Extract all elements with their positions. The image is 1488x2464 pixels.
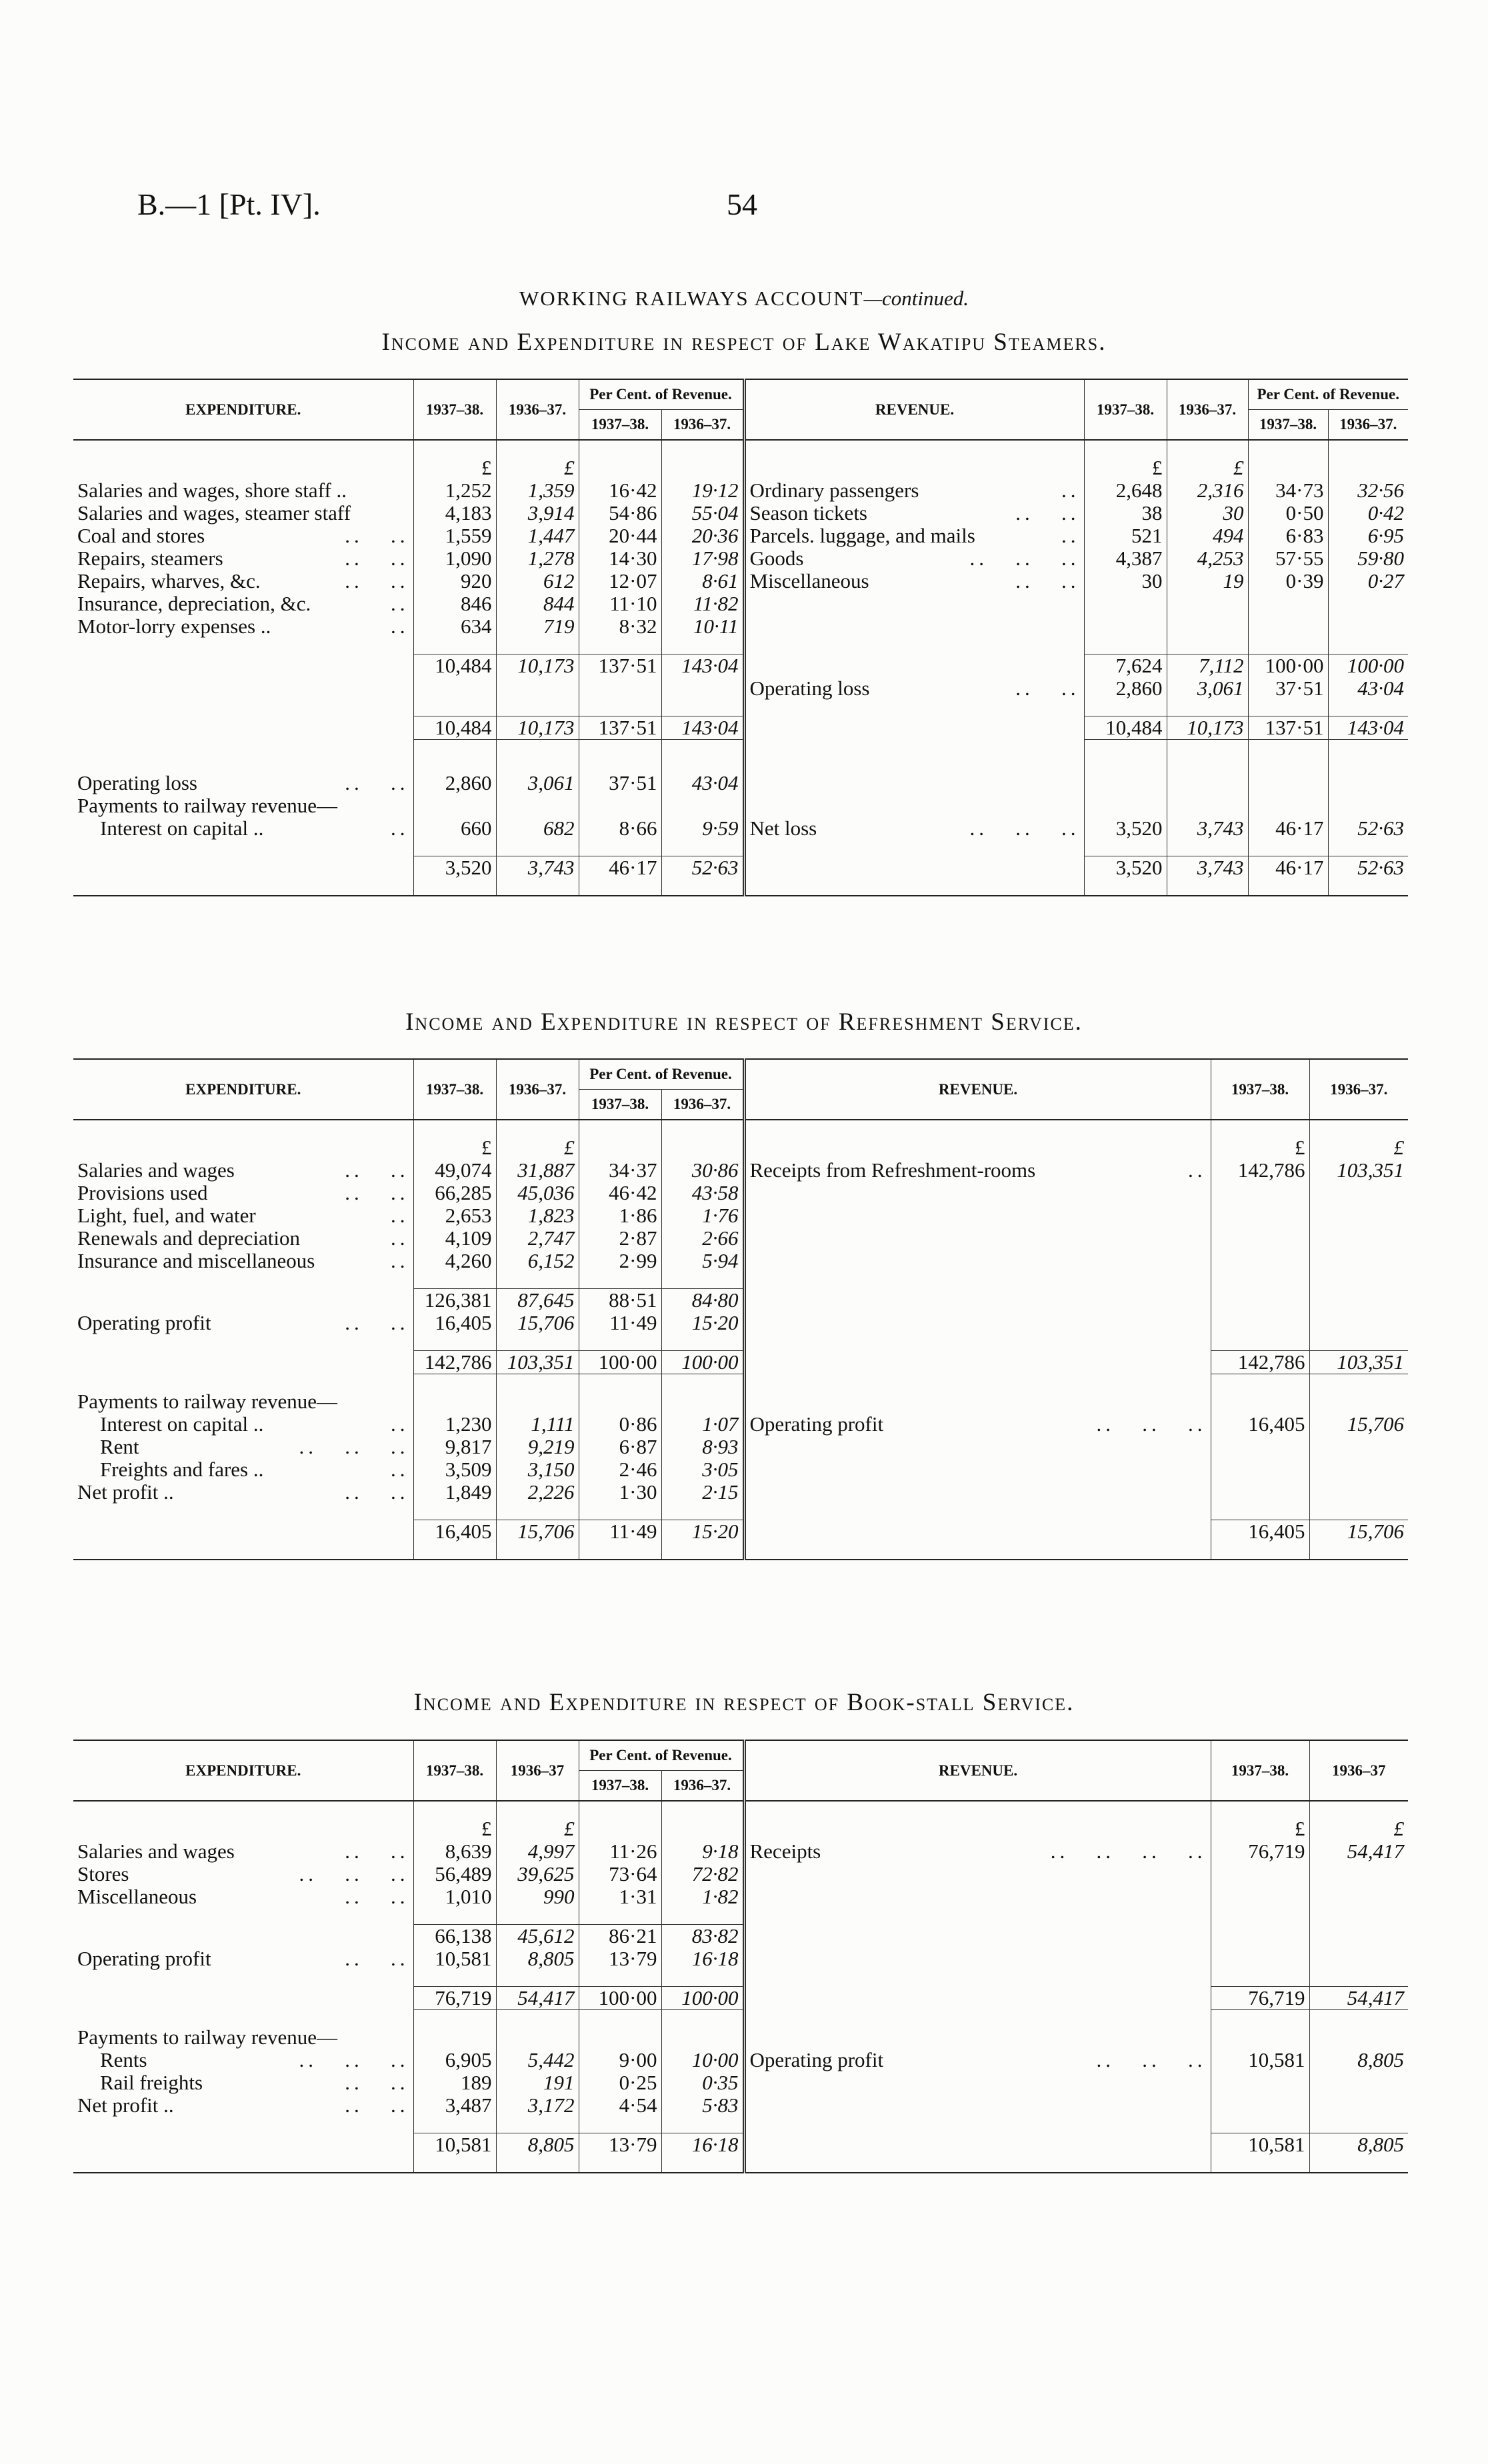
table-row: Rent .. .. .. 9,817 9,219 6·87 8·93 xyxy=(73,1436,1408,1458)
table-row: Motor-lorry expenses .. .. 634 719 8·32 10·11 xyxy=(73,615,1408,638)
table-row: Stores .. .. .. 56,489 39,625 73·64 72·82 xyxy=(73,1863,1408,1885)
table-row: Salaries and wages .. .. 49,074 31,887 34·37 30·86 Receipts from Refreshment-rooms .. 142,786 103,351 xyxy=(73,1159,1408,1182)
col-revenue: REVENUE. xyxy=(744,379,1084,440)
total-row: 3,520 3,743 46·17 52·63 3,520 3,743 46·17 52·63 xyxy=(73,856,1408,880)
table-row: Coal and stores .. .. 1,559 1,447 20·44 20·36 Parcels. luggage, and mails .. 521 494 6·83 6·95 xyxy=(73,525,1408,547)
table-row: Salaries and wages, shore staff .. 1,252 1,359 16·42 19·12 Ordinary passengers .. 2,648 2,316 34·73 32·56 xyxy=(73,479,1408,502)
table-row: Rents .. .. .. 6,905 5,442 9·00 10·00 Operating profit .. .. .. 10,581 8,805 xyxy=(73,2049,1408,2071)
subtotal-row: 10,484 10,173 137·51 143·04 7,624 7,112 100·00 100·00 xyxy=(73,654,1408,678)
table-bookstall: EXPENDITURE. 1937–38. 1936–37 Per Cent. of Revenue. REVENUE. 1937–38. 1936–37 1937–38. 1936–37. £ £ £ £ Salaries and wages .. .. 8,639 4,997 11·26 9·18 Receipts .. .. .. .. 76,719 54,417 Stores .. .. .. 56,489 39,625 73·64 72·82 Miscellaneous .. .. 1,010 990 1·31 1·82 66,138 45,612 86·21 83·82 Operating profit .. .. 10,581 8,805 13·79 16·18 76,719 54,417 100·00 100·00 76,719 54,417 Payments to railway revenue— Rents .. .. .. 6,905 5,442 9·00 10·00 Operating profit .. .. .. 10,581 8,805 Rail freights .. .. 189 191 0·25 0·35 Net profit .. .. .. 3,487 3,172 4·54 5·83 10,581 8,805 13·79 16·18 10,581 8,805 xyxy=(73,1740,1408,2173)
table-row: Operating loss .. .. 2,860 3,061 37·51 43·04 xyxy=(73,772,1408,794)
total-row: 10,581 8,805 13·79 16·18 10,581 8,805 xyxy=(73,2133,1408,2157)
table-steamers: EXPENDITURE. 1937–38. 1936–37. Per Cent. of Revenue. REVENUE. 1937–38. 1936–37. Per Cent. of Revenue. 1937–38. 1936–37. 1937–38. 1936–37. £ £ £ £ Salaries and wages, shore staff .. 1,252 1,359 16·42 19·12 Ordinary passengers .. 2,648 2,316 34·73 32·56 Salaries and wages, steamer staff 4,183 3,914 54·86 55·04 Season tickets .. .. 38 30 0·50 0·42 Coal and stores .. .. 1,559 1,447 20·44 20·36 Parcels. luggage, and mails .. 521 494 6·83 6·95 Repairs, steamers .. .. 1,090 1,278 14·30 17·98 Goods .. .. .. 4,387 4,253 57·55 59·80 Repairs, wharves, &c. .. .. 920 612 12·07 8·61 Miscellaneous .. .. 30 19 0·39 0·27 Insurance, depreciation, &c. .. 846 844 11·10 11·82 Motor-lorry expenses .. .. 634 719 8·32 10·11 10,484 10,173 137·51 143·04 7,624 7,112 100·00 100·00 Operating loss .. .. 2,860 3,061 37·51 43·04 10,484 10,173 137·51 143·04 10,484 10,173 137·51 143·04 Operating loss .. .. 2,860 3,061 37·51 43·04 Payments to railway revenue— Interest on capital .. .. 660 682 8·66 9·59 Net loss .. .. .. 3,520 3,743 46·17 52·63 3,520 3,743 46·17 52·63 3,520 3,743 46·17 52·63 xyxy=(73,379,1408,896)
table-row: Operating profit .. .. 10,581 8,805 13·79 16·18 xyxy=(73,1947,1408,1970)
table-row: Interest on capital .. .. 660 682 8·66 9·59 Net loss .. .. .. 3,520 3,743 46·17 52·63 xyxy=(73,817,1408,840)
table-row: Repairs, wharves, &c. .. .. 920 612 12·07 8·61 Miscellaneous .. .. 30 19 0·39 0·27 xyxy=(73,570,1408,593)
total-row: 142,786 103,351 100·00 100·00 142,786 103,351 xyxy=(73,1351,1408,1374)
table-row: Salaries and wages .. .. 8,639 4,997 11·26 9·18 Receipts .. .. .. .. 76,719 54,417 xyxy=(73,1840,1408,1863)
section-title-steamers: Income and Expenditure in respect of Lake Wakatipu Steamers. xyxy=(381,329,1107,356)
table-row: Payments to railway revenue— xyxy=(73,1390,1408,1413)
table-row: Provisions used .. .. 66,285 45,036 46·42 43·58 xyxy=(73,1182,1408,1204)
table-row: Operating loss .. .. 2,860 3,061 37·51 43·04 xyxy=(73,677,1408,700)
col-expenditure: EXPENDITURE. xyxy=(185,401,301,418)
table-row: Operating profit .. .. 16,405 15,706 11·49 15·20 xyxy=(73,1312,1408,1334)
table-row: Freights and fares .. .. 3,509 3,150 2·46 3·05 xyxy=(73,1458,1408,1481)
table-row: Light, fuel, and water .. 2,653 1,823 1·86 1·76 xyxy=(73,1204,1408,1227)
subtotal-row: 126,381 87,645 88·51 84·80 xyxy=(73,1289,1408,1312)
page-reference: B.—1 [Pt. IV]. xyxy=(137,187,321,221)
table-row: Interest on capital .. .. 1,230 1,111 0·86 1·07 Operating profit .. .. .. 16,405 15,706 xyxy=(73,1413,1408,1436)
table-row: Salaries and wages, steamer staff 4,183 3,914 54·86 55·04 Season tickets .. .. 38 30 0·50 0·42 xyxy=(73,502,1408,525)
table-row: Payments to railway revenue— xyxy=(73,794,1408,817)
table-refreshment: EXPENDITURE. 1937–38. 1936–37. Per Cent. of Revenue. REVENUE. 1937–38. 1936–37. 1937–38. 1936–37. £ £ £ £ Salaries and wages .. .. 49,074 31,887 34·37 30·86 Receipts from Refreshment-rooms .. 142,786 103,351 Provisions used .. .. 66,285 45,036 46·42 43·58 Light, fuel, and water .. 2,653 1,823 1·86 1·76 Renewals and depreciation .. 4,109 2,747 2·87 2·66 Insurance and miscellaneous .. 4,260 6,152 2·99 5·94 126,381 87,645 88·51 84·80 Operating profit .. .. 16,405 15,706 11·49 15·20 142,786 103,351 100·00 100·00 142,786 103,351 Payments to railway revenue— Interest on capital .. .. 1,230 1,111 0·86 1·07 Operating profit .. .. .. 16,405 15,706 Rent .. .. .. 9,817 9,219 6·87 8·93 Freights and fares .. .. 3,509 3,150 2·46 3·05 Net profit .. .. .. 1,849 2,226 1·30 2·15 16,405 15,706 11·49 15·20 16,405 15,706 xyxy=(73,1058,1408,1560)
table-row: Renewals and depreciation .. 4,109 2,747 2·87 2·66 xyxy=(73,1227,1408,1250)
section-title-refreshment: Income and Expenditure in respect of Refreshment Service. xyxy=(405,1008,1083,1036)
table-row: Insurance and miscellaneous .. 4,260 6,152 2·99 5·94 xyxy=(73,1250,1408,1272)
total-row: 10,484 10,173 137·51 143·04 10,484 10,173 137·51 143·04 xyxy=(73,716,1408,740)
section-title-bookstall: Income and Expenditure in respect of Book-stall Service. xyxy=(413,1689,1075,1716)
col-per-cent: Per Cent. of Revenue. xyxy=(579,379,744,410)
table-row: Rail freights .. .. 189 191 0·25 0·35 xyxy=(73,2071,1408,2094)
total-row: 16,405 15,706 11·49 15·20 16,405 15,706 xyxy=(73,1520,1408,1544)
document-title: WORKING RAILWAYS ACCOUNT—continued. xyxy=(519,287,969,310)
table-row: Net profit .. .. .. 1,849 2,226 1·30 2·15 xyxy=(73,1481,1408,1504)
total-row: 76,719 54,417 100·00 100·00 76,719 54,417 xyxy=(73,1987,1408,2010)
table-row: Net profit .. .. .. 3,487 3,172 4·54 5·83 xyxy=(73,2094,1408,2117)
subtotal-row: 66,138 45,612 86·21 83·82 xyxy=(73,1925,1408,1948)
table-row: Insurance, depreciation, &c. .. 846 844 11·10 11·82 xyxy=(73,593,1408,615)
page-number: 54 xyxy=(727,187,757,221)
table-row: Miscellaneous .. .. 1,010 990 1·31 1·82 xyxy=(73,1885,1408,1908)
table-row: Repairs, steamers .. .. 1,090 1,278 14·30 17·98 Goods .. .. .. 4,387 4,253 57·55 59·80 xyxy=(73,547,1408,570)
table-row: Payments to railway revenue— xyxy=(73,2026,1408,2049)
